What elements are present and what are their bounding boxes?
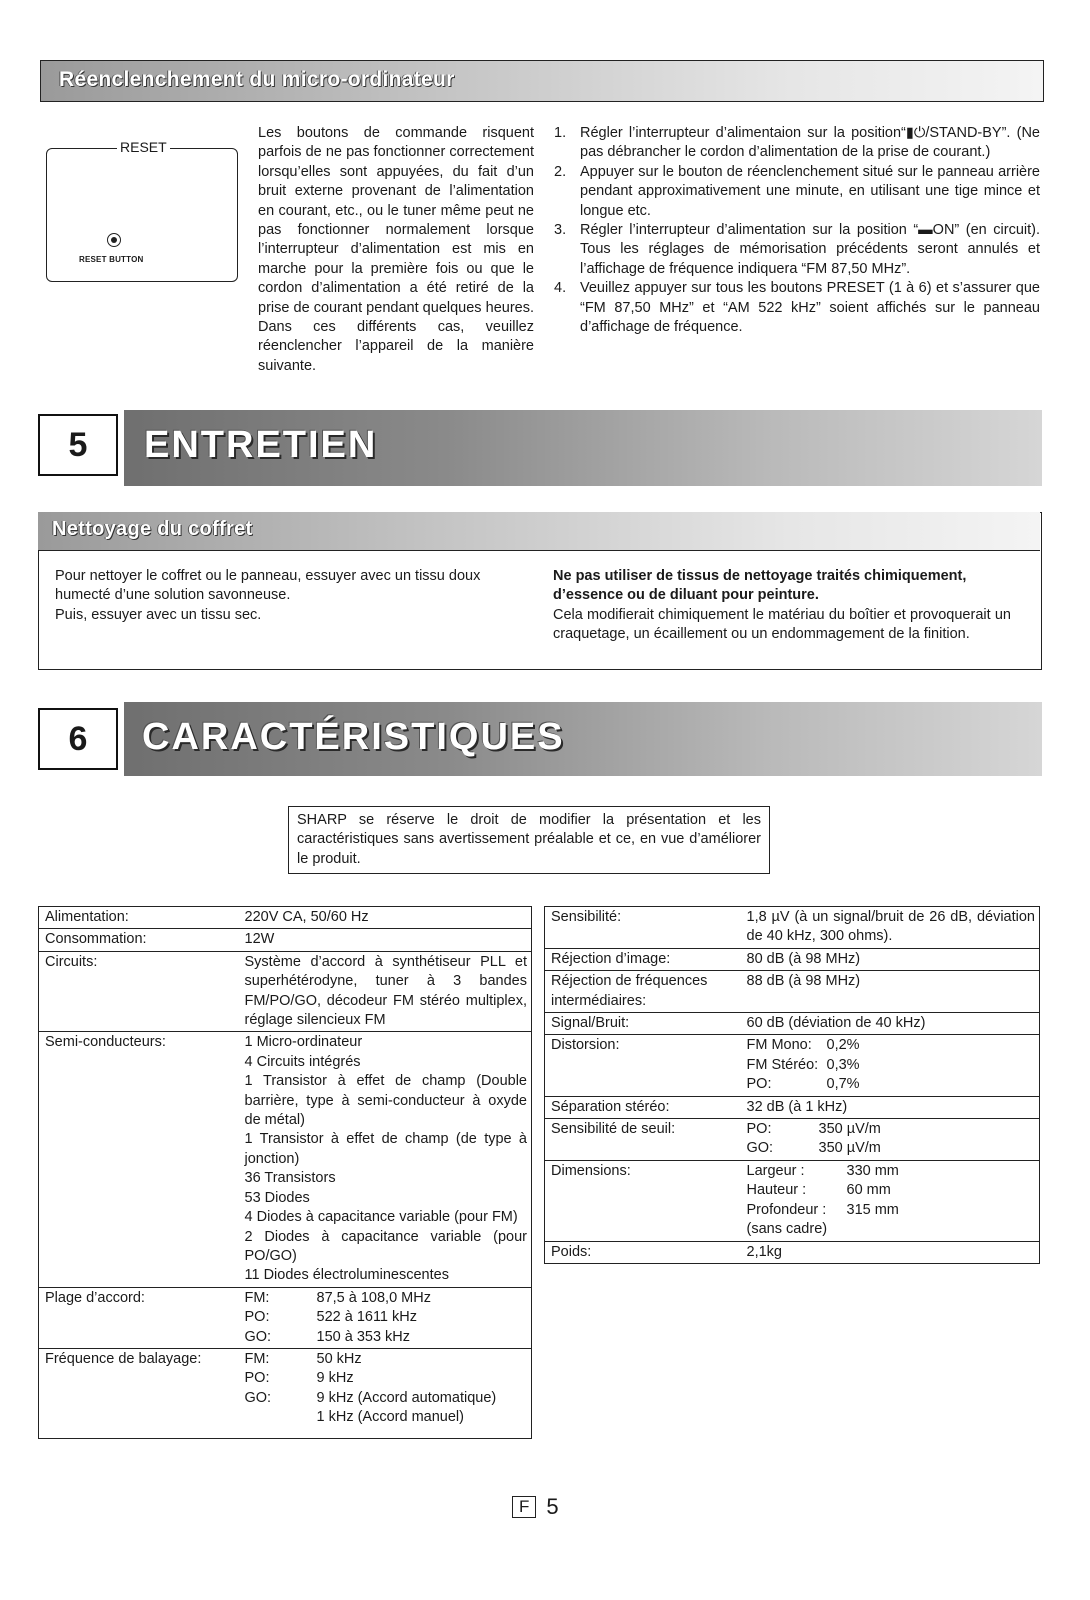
spec-label: Consommation: <box>39 929 239 951</box>
table-row <box>39 951 532 1032</box>
semi-item: 4 Diodes à capacitance variable (pour FM) <box>244 1209 518 1226</box>
spec-subrow: PO: 0,7% <box>746 1076 860 1093</box>
language-badge: F <box>512 1496 536 1518</box>
spec-label: Signal/Bruit: <box>545 1013 741 1035</box>
table-row <box>545 907 1040 949</box>
semi-item: 4 Circuits intégrés <box>244 1053 361 1070</box>
spec-subrow: FM: 87,5 à 108,0 MHz <box>244 1289 431 1306</box>
reset-button-label: RESET BUTTON <box>79 255 144 264</box>
semi-item: 2 Diodes à capacitance variable (pour PO/GO) <box>244 1228 527 1264</box>
spec-label: Circuits: <box>39 951 239 1032</box>
reset-section-header <box>40 60 1044 102</box>
spec-value <box>239 1287 532 1348</box>
sharp-notice: SHARP se réserve le droit de modifier la présentation et les caractéristiques sans avertissement préalable et ce, en vue d’améliorer le produit. <box>288 806 770 874</box>
spec-subrow: GO: 150 à 353 kHz <box>244 1328 411 1345</box>
table-row <box>39 1287 532 1348</box>
table-row <box>39 1032 532 1287</box>
spec-subrow: GO: 350 µV/m <box>746 1140 881 1157</box>
semi-item: 1 Transistor à effet de champ (Double barrière, type à semi-conducteur à oxyde de métal) <box>244 1073 527 1129</box>
table-row <box>39 1348 532 1438</box>
spec-label: Réjection de fréquences intermédiaires: <box>545 971 741 1013</box>
page-number: 5 <box>546 1494 559 1519</box>
section-5-title: ENTRETIEN <box>144 424 378 466</box>
table-row <box>545 1160 1040 1241</box>
section-5-number: 5 <box>38 414 118 476</box>
cleaning-warning-text: Cela modifierait chimiquement le matériau du boîtier et provoquerait un craquetage, un écaillement ou un endommagement de la finition. <box>553 606 1011 643</box>
spec-label: Séparation stéréo: <box>545 1096 741 1118</box>
table-row <box>39 907 532 929</box>
cleaning-warning-bold: Ne pas utiliser de tissus de nettoyage traités chimiquement, d’essence ou de diluant pour peinture. <box>553 568 967 604</box>
semi-item: 53 Diodes <box>244 1189 310 1206</box>
spec-label: Sensibilité: <box>551 909 622 925</box>
spec-value: 1,8 µV (à un signal/bruit de 26 dB, déviation de 40 kHz, 300 ohms). <box>746 909 1035 945</box>
semi-item: 36 Transistors <box>244 1170 336 1187</box>
spec-subrow: FM Mono: 0,2% <box>746 1037 860 1054</box>
spec-value: 220V CA, 50/60 Hz <box>244 909 369 925</box>
spec-subrow: FM: 50 kHz <box>244 1350 362 1367</box>
semi-item: 11 Diodes électroluminescentes <box>244 1267 449 1284</box>
spec-value: 32 dB (à 1 kHz) <box>741 1096 1040 1118</box>
spec-label: Fréquence de balayage: <box>39 1348 239 1438</box>
spec-value <box>741 1160 1040 1241</box>
spec-value <box>239 1348 532 1438</box>
spec-label: Sensibilité de seuil: <box>545 1119 741 1161</box>
specs-table-left <box>38 906 532 1439</box>
section-6-title: CARACTÉRISTIQUES <box>142 716 565 758</box>
spec-subrow: 1 kHz (Accord manuel) <box>316 1409 464 1426</box>
semi-item: 1 Micro-ordinateur <box>244 1034 363 1051</box>
spec-value: 80 dB (à 98 MHz) <box>741 948 1040 970</box>
spec-subrow: Largeur : 330 mm <box>746 1162 899 1179</box>
table-row <box>545 1119 1040 1161</box>
cleaning-box <box>38 512 1042 670</box>
spec-subrow: PO: 9 kHz <box>244 1370 354 1387</box>
reset-steps <box>554 124 1040 337</box>
reset-step: 1. Régler l’interrupteur d’alimentaion sur la position“▮⏻/STAND-BY”. (Ne pas débrancher le cordon d’alimentation de la prise de courant.) <box>554 125 1040 161</box>
spec-value: Système d’accord à synthétiseur PLL et superhétérodyne, tuner à 3 bandes FM/PO/GO, décodeur FM stéréo multiplex, réglage silencieux FM <box>239 951 532 1032</box>
specs-table-right <box>544 906 1040 1264</box>
table-row <box>545 1241 1040 1263</box>
spec-subrow: FM Stéréo: 0,3% <box>746 1056 860 1073</box>
page-footer <box>512 1494 559 1520</box>
section-6-number: 6 <box>38 708 118 770</box>
table-row <box>545 948 1040 970</box>
spec-label: Semi-conducteurs: <box>39 1032 239 1287</box>
reset-diagram-label: RESET <box>117 139 170 155</box>
spec-value <box>741 1119 1040 1161</box>
spec-label: Dimensions: <box>545 1160 741 1241</box>
reset-section-title: Réenclenchement du micro-ordinateur <box>59 68 455 91</box>
spec-value: 88 dB (à 98 MHz) <box>741 971 1040 1013</box>
table-row <box>545 1013 1040 1035</box>
section-6-bar <box>124 702 1042 776</box>
dimensions-note: (sans cadre) <box>746 1221 828 1238</box>
spec-subrow: PO: 522 à 1611 kHz <box>244 1309 417 1326</box>
table-row <box>39 929 532 951</box>
reset-diagram <box>46 139 238 282</box>
cleaning-text-left <box>55 567 535 625</box>
table-row <box>545 971 1040 1013</box>
reset-step: 4. Veuillez appuyer sur tous les boutons PRESET (1 à 6) et s’assurer que “FM 87,50 MHz” et “AM 522 kHz” soient affichés sur le panneau d’affichage de fréquence. <box>554 280 1040 336</box>
spec-value <box>239 1032 532 1287</box>
spec-label: Distorsion: <box>545 1035 741 1096</box>
spec-subrow: PO: 350 µV/m <box>746 1121 881 1138</box>
spec-subrow: Hauteur : 60 mm <box>746 1182 891 1199</box>
cleaning-instruction: Pour nettoyer le coffret ou le panneau, essuyer avec un tissu doux humecté d’une solution savonneuse. <box>55 568 481 604</box>
section-5-bar <box>124 410 1042 486</box>
spec-subrow: Profondeur : 315 mm <box>746 1201 899 1218</box>
spec-value: 12W <box>239 929 532 951</box>
spec-label: Plage d’accord: <box>39 1287 239 1348</box>
table-row <box>545 1096 1040 1118</box>
spec-label: Réjection d’image: <box>545 948 741 970</box>
cleaning-header <box>38 512 1040 551</box>
cleaning-title: Nettoyage du coffret <box>52 518 253 540</box>
spec-value <box>741 1035 1040 1096</box>
reset-button-icon <box>107 233 121 247</box>
spec-label: Poids: <box>545 1241 741 1263</box>
reset-intro-text: Les boutons de commande risquent parfois de ne pas fonctionner correctement lorsqu’elles sont appuyées, du fait d’un bruit externe provenant de l’alimentation en courant, etc., ou le tuner même peut ne pas fonctionner normalement lorsque l’interrupteur d’alimentation est mis en marche pour la première fois ou que le cordon d’alimentation a été retiré de la prise de courant pendant quelques heures. Dans ces différents cas, veuillez réenclencher l’appareil de la manière suivante. <box>258 125 534 374</box>
table-row <box>545 1035 1040 1096</box>
semi-item: 1 Transistor à effet de champ (de type à jonction) <box>244 1131 527 1167</box>
spec-value: 60 dB (déviation de 40 kHz) <box>741 1013 1040 1035</box>
cleaning-text-right <box>553 567 1011 645</box>
cleaning-instruction-2: Puis, essuyer avec un tissu sec. <box>55 606 262 623</box>
spec-label: Alimentation: <box>45 909 129 925</box>
reset-step: 2. Appuyer sur le bouton de réenclenchement situé sur le panneau arrière pendant approximativement une minute, en utilisant une tige mince et longue etc. <box>554 163 1040 219</box>
spec-subrow: GO: 9 kHz (Accord automatique) <box>244 1389 497 1406</box>
spec-value: 2,1kg <box>741 1241 1040 1263</box>
reset-step: 3. Régler l’interrupteur d’alimentation sur la position “▬ON” (en circuit). Tous les réglages de mémorisation précédents seront annulés et l’affichage de fréquence indiquera “FM 87,50 MHz”. <box>554 222 1040 277</box>
